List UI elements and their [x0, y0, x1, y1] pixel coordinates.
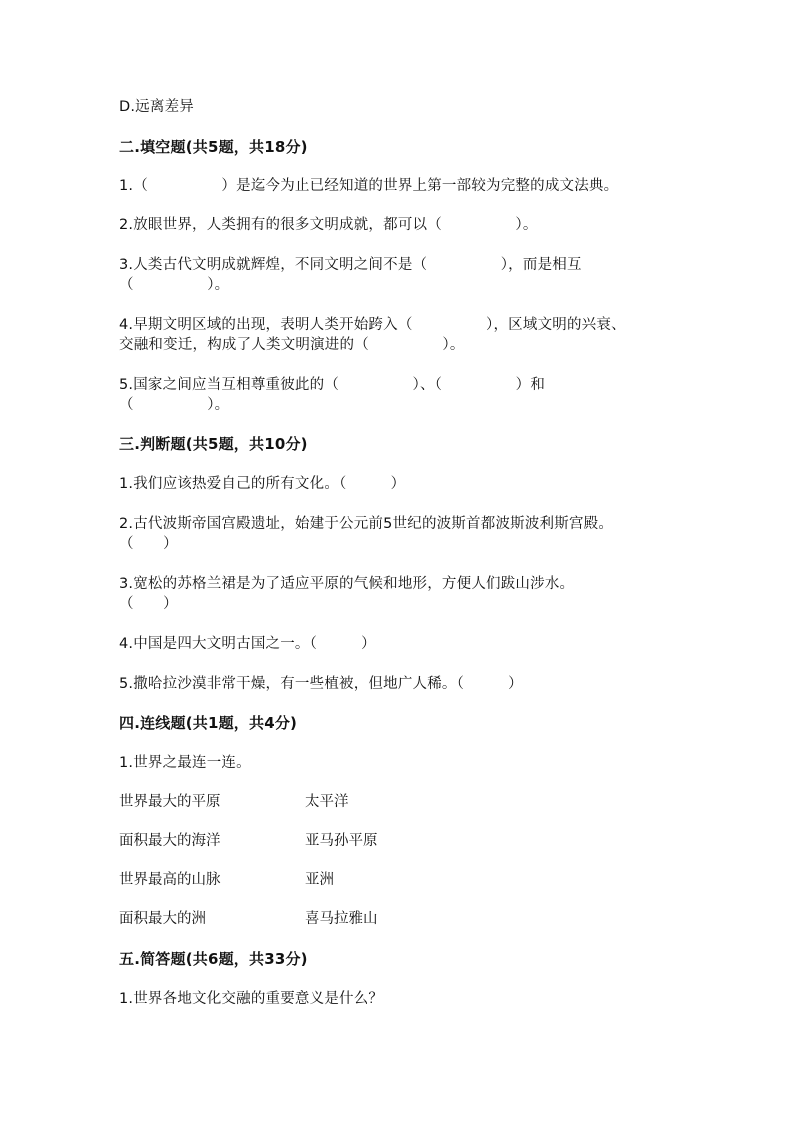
- judge-question-2-line-2: （ ）: [119, 536, 178, 552]
- match-right-item: 亚马孙平原: [305, 833, 378, 849]
- match-left-item: 世界最大的平原: [119, 794, 221, 810]
- section-2-heading: 二.填空题(共5题，共18分): [119, 138, 308, 156]
- match-right-item: 喜马拉雅山: [305, 911, 378, 927]
- fill-question-1: 1.（ ）是迄今为止已经知道的世界上第一部较为完整的成文法典。: [119, 178, 619, 194]
- section-4-heading: 四.连线题(共1题，共4分): [119, 714, 298, 732]
- match-left-item: 面积最大的洲: [119, 911, 206, 927]
- judge-question-4: 4.中国是四大文明古国之一。（ ）: [119, 636, 376, 652]
- judge-question-2-line-1: 2.古代波斯帝国宫殿遗址，始建于公元前5世纪的波斯首都波斯波利斯宫殿。: [119, 516, 614, 532]
- section-5-heading: 五.简答题(共6题，共33分): [119, 950, 308, 968]
- fill-question-2: 2.放眼世界，人类拥有的很多文明成就，都可以（ ）。: [119, 217, 538, 233]
- fill-question-3-line-1: 3.人类古代文明成就辉煌，不同文明之间不是（ ），而是相互: [119, 257, 582, 273]
- option-d: D.远离差异: [119, 99, 194, 115]
- section-3-heading: 三.判断题(共5题，共10分): [119, 435, 308, 453]
- match-left-item: 世界最高的山脉: [119, 872, 221, 888]
- judge-question-5: 5.撒哈拉沙漠非常干燥，有一些植被，但地广人稀。（ ）: [119, 676, 523, 692]
- match-right-item: 亚洲: [305, 872, 334, 888]
- fill-question-4-line-1: 4.早期文明区域的出现，表明人类开始跨入（ ），区域文明的兴衰、: [119, 317, 626, 333]
- short-answer-question-1: 1.世界各地文化交融的重要意义是什么？: [119, 991, 384, 1007]
- fill-question-5-line-2: （ ）。: [119, 397, 230, 413]
- fill-question-4-line-2: 交融和变迁，构成了人类文明演进的（ ）。: [119, 337, 465, 353]
- match-right-item: 太平洋: [305, 794, 349, 810]
- judge-question-3-line-2: （ ）: [119, 596, 178, 612]
- match-question-1: 1.世界之最连一连。: [119, 755, 251, 771]
- judge-question-3-line-1: 3.宽松的苏格兰裙是为了适应平原的气候和地形，方便人们跋山涉水。: [119, 576, 575, 592]
- judge-question-1: 1.我们应该热爱自己的所有文化。（ ）: [119, 476, 406, 492]
- match-left-item: 面积最大的海洋: [119, 833, 221, 849]
- fill-question-3-line-2: （ ）。: [119, 277, 230, 293]
- fill-question-5-line-1: 5.国家之间应当互相尊重彼此的（ ）、（ ）和: [119, 377, 546, 393]
